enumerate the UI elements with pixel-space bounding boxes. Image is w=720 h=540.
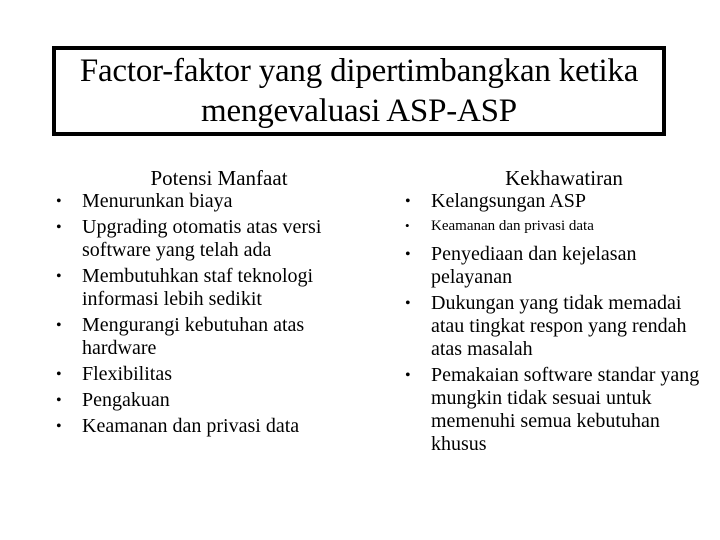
bullet-icon: • <box>56 418 62 435</box>
list-item <box>405 243 705 289</box>
list-item-text: Keamanan dan privasi data <box>431 218 594 234</box>
bullet-icon: • <box>405 367 411 384</box>
bullet-icon: • <box>56 193 62 210</box>
list-item <box>56 314 356 360</box>
list-item-text: Upgrading otomatis atas versi software yang telah ada <box>82 216 322 261</box>
list-item-text: Menurunkan biaya <box>82 190 233 212</box>
bullet-icon: • <box>56 392 62 409</box>
list-item <box>405 216 705 236</box>
list-item <box>56 265 356 311</box>
list-item-text: Mengurangi kebutuhan atas hardware <box>82 314 305 359</box>
list-item-text: Dukungan yang tidak memadai atau tingkat respon yang rendah atas masalah <box>431 292 687 360</box>
list-item-text: Keamanan dan privasi data <box>82 415 300 437</box>
list-item-text: Flexibilitas <box>82 363 172 385</box>
slide-title-line-2: mengevaluasi ASP-ASP <box>201 93 517 129</box>
list-item-text: Membutuhkan staf teknologi informasi lebih sedikit <box>82 265 314 310</box>
list-item <box>405 364 705 456</box>
slide-title-line-1: Factor-faktor yang dipertimbangkan ketika <box>79 53 639 89</box>
list-item-text: Kelangsungan ASP <box>431 190 586 212</box>
bullet-icon: • <box>56 366 62 383</box>
benefits-column <box>56 166 356 441</box>
list-item <box>405 190 705 213</box>
slide-title-box <box>52 46 666 136</box>
bullet-icon: • <box>405 218 410 233</box>
list-item <box>56 363 356 386</box>
bullet-icon: • <box>56 317 62 334</box>
concerns-column <box>405 166 705 459</box>
bullet-icon: • <box>56 219 62 236</box>
list-item <box>56 190 356 213</box>
bullet-icon: • <box>405 295 411 312</box>
bullet-icon: • <box>405 246 411 263</box>
benefits-list <box>56 190 356 438</box>
list-item <box>405 292 705 361</box>
bullet-icon: • <box>405 193 411 210</box>
list-item-text: Penyediaan dan kejelasan pelayanan <box>431 243 637 288</box>
list-item <box>56 216 356 262</box>
list-item <box>56 415 356 438</box>
concerns-list <box>405 190 705 456</box>
concerns-column-header: Kekhawatiran <box>505 166 623 190</box>
benefits-column-header: Potensi Manfaat <box>150 166 288 190</box>
list-item-text: Pengakuan <box>82 389 170 411</box>
bullet-icon: • <box>56 268 62 285</box>
list-item-text: Pemakaian software standar yang mungkin tidak sesuai untuk memenuhi semua kebutuhan khusus <box>431 364 700 455</box>
list-item <box>56 389 356 412</box>
